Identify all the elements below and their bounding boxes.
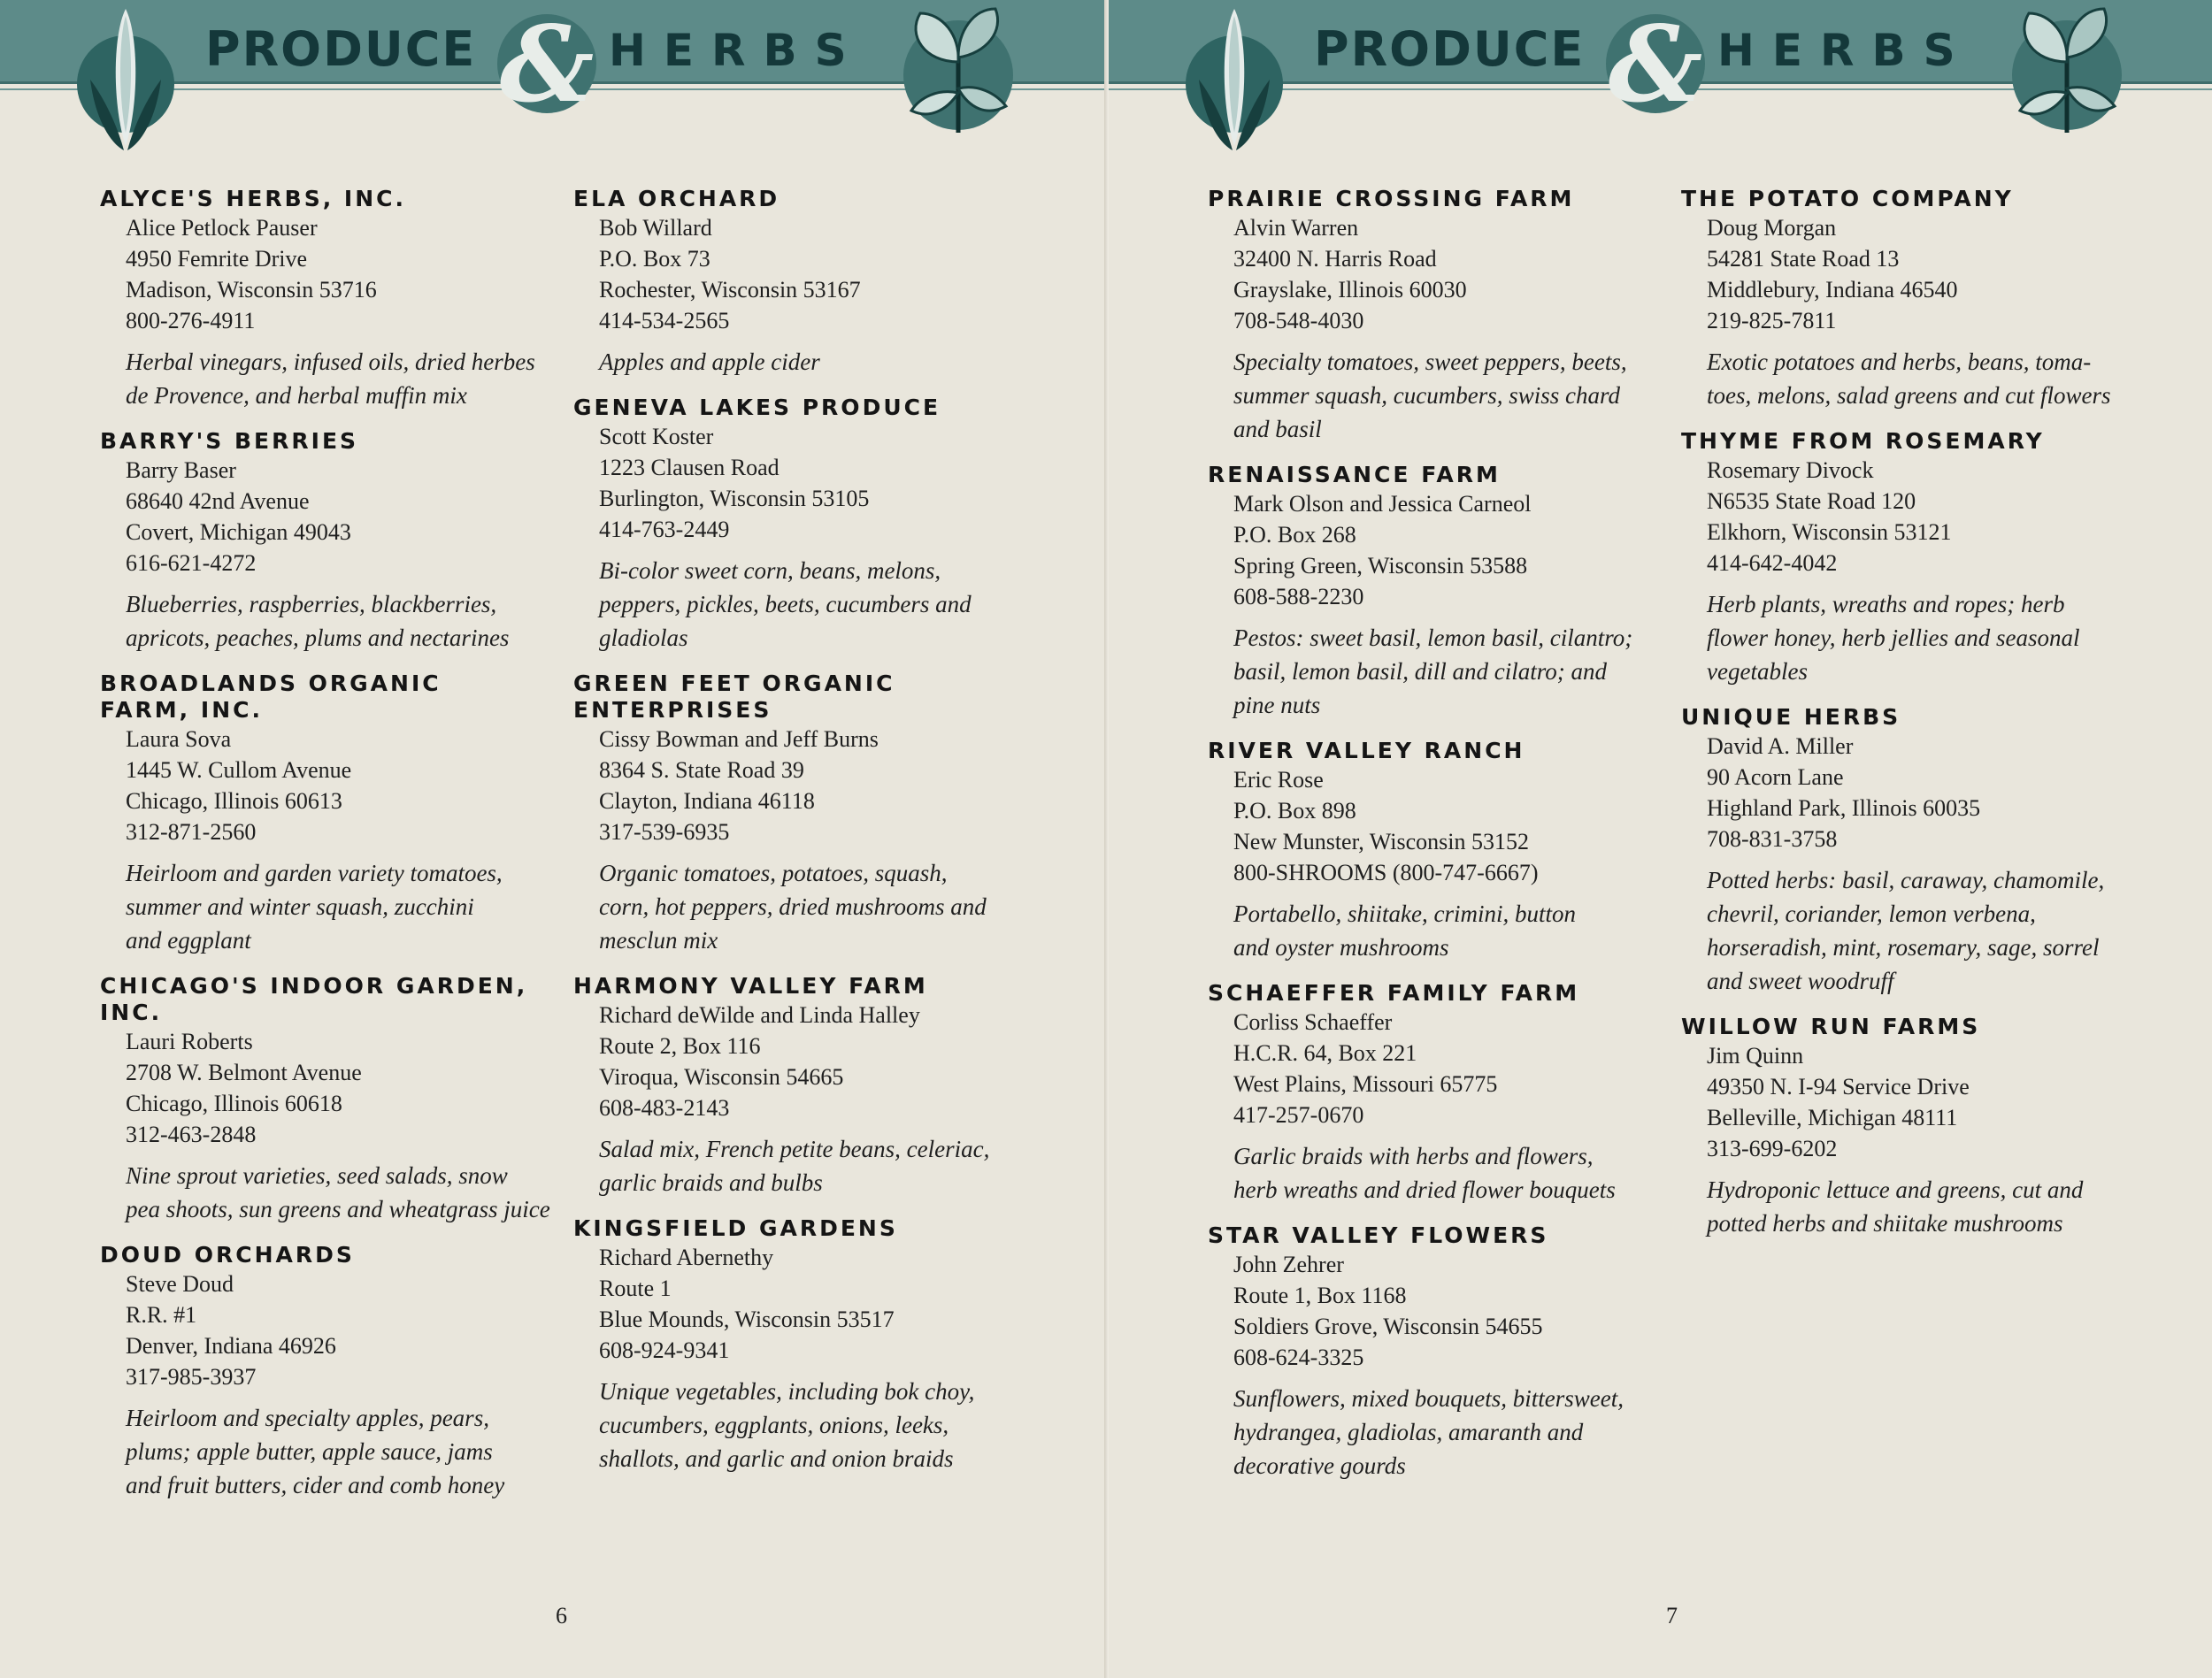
city-state-zip: New Munster, Wisconsin 53152 bbox=[1233, 829, 1529, 854]
farm-name: SCHAEFFER FAMILY FARM bbox=[1208, 980, 1580, 1006]
ampersand-emblem bbox=[1601, 7, 1716, 122]
farm-name: THE POTATO COMPANY bbox=[1681, 186, 2014, 211]
street-address: H.C.R. 64, Box 221 bbox=[1233, 1040, 1417, 1066]
farm-name: PRAIRIE CROSSING FARM bbox=[1208, 186, 1575, 211]
leaf-icon bbox=[889, 0, 1022, 142]
farm-name: RIVER VALLEY RANCH bbox=[1208, 738, 1525, 763]
corn-icon bbox=[73, 0, 179, 159]
products-description: Sunflowers, mixed bouquets, bittersweet, hydrangea, gladiolas, amaranth and decorative gourds bbox=[1233, 1385, 1624, 1479]
leaf-icon bbox=[1998, 0, 2131, 142]
city-state-zip: Spring Green, Wisconsin 53588 bbox=[1233, 553, 1528, 578]
products-description: Exotic potatoes and herbs, beans, toma- toes, melons, salad greens and cut flowers bbox=[1707, 349, 2111, 409]
farm-name: THYME FROM ROSEMARY bbox=[1681, 428, 2045, 454]
column-right-2 bbox=[1681, 186, 2141, 1256]
street-address: 54281 State Road 13 bbox=[1707, 246, 1900, 272]
phone-number: 708-548-4030 bbox=[1233, 308, 1364, 333]
farm-name: DOUD ORCHARDS bbox=[100, 1242, 355, 1268]
street-address: 49350 N. I-94 Service Drive bbox=[1707, 1074, 1970, 1100]
phone-number: 414-642-4042 bbox=[1707, 550, 1838, 576]
farm-name: BROADLANDS ORGANIC FARM, INC. bbox=[100, 670, 442, 723]
city-state-zip: Denver, Indiana 46926 bbox=[126, 1333, 336, 1359]
phone-number: 608-624-3325 bbox=[1233, 1345, 1364, 1370]
contact-name: Eric Rose bbox=[1233, 767, 1324, 793]
city-state-zip: Chicago, Illinois 60618 bbox=[126, 1091, 342, 1116]
contact-name: Steve Doud bbox=[126, 1271, 234, 1297]
page-number: 7 bbox=[1666, 1603, 1678, 1628]
phone-number: 417-257-0670 bbox=[1233, 1102, 1364, 1128]
contact-name: Doug Morgan bbox=[1707, 215, 1837, 241]
city-state-zip: Covert, Michigan 49043 bbox=[126, 519, 351, 545]
phone-number: 312-463-2848 bbox=[126, 1122, 257, 1147]
city-state-zip: Elkhorn, Wisconsin 53121 bbox=[1707, 519, 1952, 545]
farm-entry bbox=[573, 186, 1033, 379]
products-description: Portabello, shiitake, crimini, button and oyster mushrooms bbox=[1233, 900, 1576, 961]
farm-name: UNIQUE HERBS bbox=[1681, 704, 1901, 730]
street-address: 68640 42nd Avenue bbox=[126, 488, 310, 514]
city-state-zip: Soldiers Grove, Wisconsin 54655 bbox=[1233, 1314, 1543, 1339]
phone-number: 317-539-6935 bbox=[599, 819, 730, 845]
farm-name: GENEVA LAKES PRODUCE bbox=[573, 395, 941, 420]
city-state-zip: Burlington, Wisconsin 53105 bbox=[599, 486, 870, 511]
farm-entry bbox=[100, 428, 560, 655]
city-state-zip: Middlebury, Indiana 46540 bbox=[1707, 277, 1958, 303]
products-description: Heirloom and specialty apples, pears, plums; apple butter, apple sauce, jams and fruit butters, cider and comb honey bbox=[126, 1405, 505, 1498]
header-produce: PRODUCE bbox=[205, 21, 477, 77]
farm-entry bbox=[1208, 186, 1668, 446]
farm-entry bbox=[100, 1242, 560, 1502]
farm-name: RENAISSANCE FARM bbox=[1208, 462, 1501, 487]
farm-entry bbox=[100, 186, 560, 412]
phone-number: 608-924-9341 bbox=[599, 1337, 730, 1363]
street-address: 2708 W. Belmont Avenue bbox=[126, 1060, 362, 1085]
farm-entry bbox=[1681, 704, 2141, 998]
street-address: 8364 S. State Road 39 bbox=[599, 757, 804, 783]
products-description: Apples and apple cider bbox=[599, 349, 820, 375]
farm-entry bbox=[1681, 1014, 2141, 1240]
corn-icon bbox=[1181, 0, 1287, 159]
phone-number: 312-871-2560 bbox=[126, 819, 257, 845]
contact-name: Richard deWilde and Linda Halley bbox=[599, 1002, 920, 1028]
products-description: Potted herbs: basil, caraway, chamomile, chevril, coriander, lemon verbena, horseradish, mint, rosemary, sage, sorrel and sweet woodruff bbox=[1707, 867, 2105, 994]
farm-entry bbox=[573, 1215, 1033, 1475]
contact-name: Barry Baser bbox=[126, 457, 236, 483]
farm-name: STAR VALLEY FLOWERS bbox=[1208, 1222, 1549, 1248]
street-address: 1445 W. Cullom Avenue bbox=[126, 757, 352, 783]
farm-entry bbox=[100, 973, 560, 1226]
contact-name: Alice Petlock Pauser bbox=[126, 215, 318, 241]
phone-number: 616-621-4272 bbox=[126, 550, 257, 576]
phone-number: 608-483-2143 bbox=[599, 1095, 730, 1121]
farm-name: GREEN FEET ORGANIC ENTERPRISES bbox=[573, 670, 895, 723]
city-state-zip: Clayton, Indiana 46118 bbox=[599, 788, 815, 814]
farm-name: BARRY'S BERRIES bbox=[100, 428, 359, 454]
ampersand-emblem bbox=[492, 7, 607, 122]
farm-entry bbox=[1208, 980, 1668, 1207]
contact-name: Cissy Bowman and Jeff Burns bbox=[599, 726, 879, 752]
products-description: Hydroponic lettuce and greens, cut and potted herbs and shiitake mushrooms bbox=[1707, 1176, 2084, 1237]
city-state-zip: West Plains, Missouri 65775 bbox=[1233, 1071, 1498, 1097]
header-herbs: HERBS bbox=[609, 25, 864, 76]
products-description: Bi-color sweet corn, beans, melons, peppers, pickles, beets, cucumbers and gladiolas bbox=[599, 557, 972, 651]
contact-name: Scott Koster bbox=[599, 424, 714, 449]
farm-entry bbox=[1208, 738, 1668, 964]
city-state-zip: Highland Park, Illinois 60035 bbox=[1707, 795, 1981, 821]
products-description: Heirloom and garden variety tomatoes, summer and winter squash, zucchini and eggplant bbox=[126, 860, 503, 954]
contact-name: Corliss Schaeffer bbox=[1233, 1009, 1393, 1035]
city-state-zip: Rochester, Wisconsin 53167 bbox=[599, 277, 861, 303]
phone-number: 414-534-2565 bbox=[599, 308, 730, 333]
products-description: Garlic braids with herbs and flowers, herb wreaths and dried flower bouquets bbox=[1233, 1143, 1616, 1203]
phone-number: 313-699-6202 bbox=[1707, 1136, 1838, 1161]
street-address: N6535 State Road 120 bbox=[1707, 488, 1916, 514]
products-description: Blueberries, raspberries, blackberries, apricots, peaches, plums and nectarines bbox=[126, 591, 510, 651]
contact-name: David A. Miller bbox=[1707, 733, 1854, 759]
products-description: Salad mix, French petite beans, celeriac, garlic braids and bulbs bbox=[599, 1136, 990, 1196]
city-state-zip: Blue Mounds, Wisconsin 53517 bbox=[599, 1306, 895, 1332]
contact-name: Jim Quinn bbox=[1707, 1043, 1804, 1069]
phone-number: 219-825-7811 bbox=[1707, 308, 1837, 333]
street-address: Route 1 bbox=[599, 1276, 672, 1301]
products-description: Unique vegetables, including bok choy, cucumbers, eggplants, onions, leeks, shallots, and garlic and onion braids bbox=[599, 1378, 975, 1472]
street-address: P.O. Box 73 bbox=[599, 246, 710, 272]
street-address: P.O. Box 898 bbox=[1233, 798, 1356, 824]
street-address: Route 2, Box 116 bbox=[599, 1033, 761, 1059]
farm-entry bbox=[573, 395, 1033, 655]
contact-name: Mark Olson and Jessica Carneol bbox=[1233, 491, 1532, 517]
farm-name: WILLOW RUN FARMS bbox=[1681, 1014, 1981, 1039]
phone-number: 414-763-2449 bbox=[599, 517, 730, 542]
header-herbs: HERBS bbox=[1717, 25, 1973, 76]
column-left-2 bbox=[573, 186, 1033, 1491]
contact-name: Alvin Warren bbox=[1233, 215, 1359, 241]
contact-name: Laura Sova bbox=[126, 726, 232, 752]
phone-number: 708-831-3758 bbox=[1707, 826, 1838, 852]
city-state-zip: Belleville, Michigan 48111 bbox=[1707, 1105, 1958, 1130]
products-description: Pestos: sweet basil, lemon basil, cilantro; basil, lemon basil, dill and cilatro; and pine nuts bbox=[1233, 624, 1633, 718]
products-description: Specialty tomatoes, sweet peppers, beets, summer squash, cucumbers, swiss chard and basil bbox=[1233, 349, 1627, 442]
products-description: Organic tomatoes, potatoes, squash, corn, hot peppers, dried mushrooms and mesclun mix bbox=[599, 860, 987, 954]
farm-entry bbox=[1681, 428, 2141, 688]
farm-entry bbox=[100, 670, 560, 957]
city-state-zip: Viroqua, Wisconsin 54665 bbox=[599, 1064, 844, 1090]
city-state-zip: Chicago, Illinois 60613 bbox=[126, 788, 342, 814]
phone-number: 317-985-3937 bbox=[126, 1364, 257, 1390]
column-left-1 bbox=[100, 186, 560, 1518]
contact-name: Richard Abernethy bbox=[599, 1245, 774, 1270]
page-number: 6 bbox=[556, 1603, 567, 1628]
header-ampersand: & bbox=[499, 7, 595, 122]
street-address: 1223 Clausen Road bbox=[599, 455, 780, 480]
header-produce: PRODUCE bbox=[1314, 21, 1586, 77]
farm-name: HARMONY VALLEY FARM bbox=[573, 973, 928, 999]
contact-name: Bob Willard bbox=[599, 215, 712, 241]
page-7 bbox=[1109, 0, 2212, 1678]
contact-name: Rosemary Divock bbox=[1707, 457, 1874, 483]
farm-entry bbox=[1208, 1222, 1668, 1483]
products-description: Nine sprout varieties, seed salads, snow pea shoots, sun greens and wheatgrass juice bbox=[126, 1162, 550, 1222]
products-description: Herbal vinegars, infused oils, dried herbes de Provence, and herbal muffin mix bbox=[126, 349, 535, 409]
street-address: Route 1, Box 1168 bbox=[1233, 1283, 1407, 1308]
street-address: P.O. Box 268 bbox=[1233, 522, 1356, 548]
street-address: 32400 N. Harris Road bbox=[1233, 246, 1437, 272]
farm-entry bbox=[1208, 462, 1668, 722]
phone-number: 608-588-2230 bbox=[1233, 584, 1364, 609]
farm-name: ELA ORCHARD bbox=[573, 186, 780, 211]
products-description: Herb plants, wreaths and ropes; herb flower honey, herb jellies and seasonal vegetables bbox=[1707, 591, 2080, 685]
city-state-zip: Madison, Wisconsin 53716 bbox=[126, 277, 377, 303]
farm-name: CHICAGO'S INDOOR GARDEN, INC. bbox=[100, 973, 528, 1025]
contact-name: John Zehrer bbox=[1233, 1252, 1344, 1277]
contact-name: Lauri Roberts bbox=[126, 1029, 253, 1054]
farm-entry bbox=[1681, 186, 2141, 412]
farm-entry bbox=[573, 670, 1033, 957]
city-state-zip: Grayslake, Illinois 60030 bbox=[1233, 277, 1467, 303]
street-address: R.R. #1 bbox=[126, 1302, 197, 1328]
phone-number: 800-SHROOMS (800-747-6667) bbox=[1233, 860, 1539, 885]
farm-entry bbox=[573, 973, 1033, 1199]
farm-name: ALYCE'S HERBS, INC. bbox=[100, 186, 406, 211]
column-right-1 bbox=[1208, 186, 1668, 1498]
street-address: 4950 Femrite Drive bbox=[126, 246, 308, 272]
header-ampersand: & bbox=[1608, 7, 1703, 122]
farm-name: KINGSFIELD GARDENS bbox=[573, 1215, 898, 1241]
phone-number: 800-276-4911 bbox=[126, 308, 256, 333]
street-address: 90 Acorn Lane bbox=[1707, 764, 1844, 790]
